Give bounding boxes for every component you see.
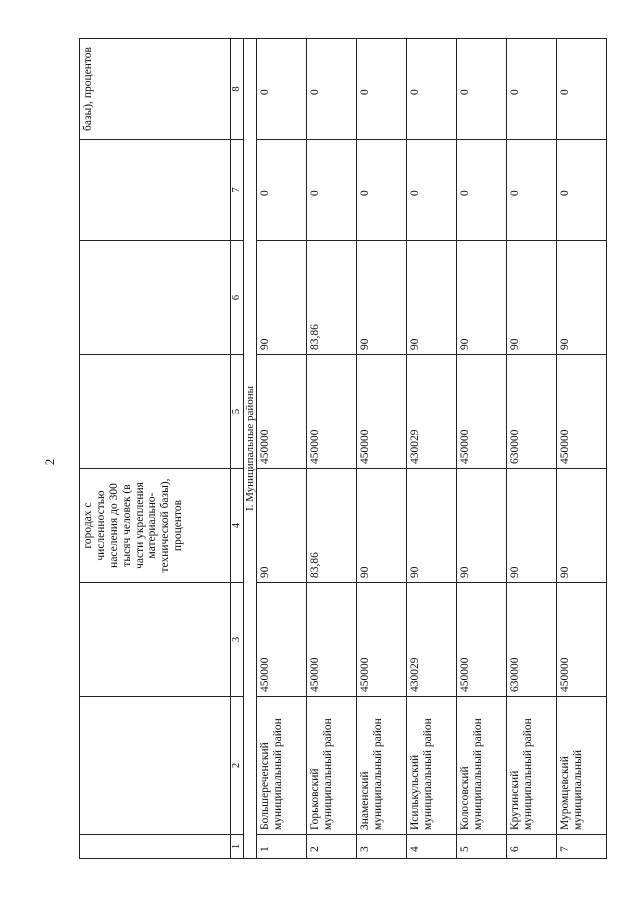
cell-col8: 0 — [557, 39, 607, 140]
cell-col7: 0 — [357, 140, 407, 241]
district-name: Знаменский муниципальный район — [357, 697, 407, 835]
header-text-col8: базы), процентов — [82, 47, 94, 131]
cell-col8: 0 — [457, 39, 507, 140]
column-number: 3 — [231, 583, 244, 697]
district-name: Муромцевский муниципальный — [557, 697, 607, 835]
cell-col4: 90 — [407, 469, 457, 583]
cell-col5: 430029 — [407, 355, 457, 469]
column-number-row — [231, 39, 244, 859]
header-text-col4: городах с численностью населения до 300 тысяч человек (в части укрепления материально-технической базы), процентов — [82, 478, 185, 573]
cell-col3: 450000 — [457, 583, 507, 697]
cell-col8: 0 — [307, 39, 357, 140]
cell-col4: 90 — [457, 469, 507, 583]
header-cell-5 — [80, 355, 231, 469]
cell-col3: 450000 — [357, 583, 407, 697]
table-row — [457, 39, 507, 859]
row-number: 5 — [457, 835, 507, 859]
table-row — [507, 39, 557, 859]
header-cell-3 — [80, 583, 231, 697]
header-row — [80, 39, 231, 859]
cell-col4: 83,86 — [307, 469, 357, 583]
header-cell-8 — [80, 39, 231, 140]
cell-col3: 630000 — [507, 583, 557, 697]
row-number: 1 — [257, 835, 307, 859]
cell-col6: 90 — [457, 241, 507, 355]
cell-col5: 630000 — [507, 355, 557, 469]
district-name: Горьковский муниципальный район — [307, 697, 357, 835]
cell-col8: 0 — [257, 39, 307, 140]
cell-col6: 83,86 — [307, 241, 357, 355]
cell-col4: 90 — [357, 469, 407, 583]
district-name: Исилькульский муниципальный район — [407, 697, 457, 835]
cell-col7: 0 — [557, 140, 607, 241]
cell-col4: 90 — [507, 469, 557, 583]
cell-col8: 0 — [407, 39, 457, 140]
column-number: 4 — [231, 469, 244, 583]
column-number: 1 — [231, 835, 244, 859]
cell-col6: 90 — [407, 241, 457, 355]
cell-col3: 430029 — [407, 583, 457, 697]
data-table — [79, 38, 607, 859]
row-number: 3 — [357, 835, 407, 859]
cell-col7: 0 — [257, 140, 307, 241]
cell-col4: 90 — [257, 469, 307, 583]
cell-col5: 450000 — [257, 355, 307, 469]
cell-col3: 450000 — [307, 583, 357, 697]
header-cell-6 — [80, 241, 231, 355]
cell-col3: 450000 — [257, 583, 307, 697]
table-row — [357, 39, 407, 859]
cell-col6: 90 — [257, 241, 307, 355]
cell-col5: 450000 — [557, 355, 607, 469]
cell-col5: 450000 — [357, 355, 407, 469]
cell-col6: 90 — [507, 241, 557, 355]
cell-col7: 0 — [507, 140, 557, 241]
cell-col8: 0 — [507, 39, 557, 140]
table-row — [557, 39, 607, 859]
cell-col7: 0 — [307, 140, 357, 241]
cell-col7: 0 — [407, 140, 457, 241]
header-cell-7 — [80, 140, 231, 241]
cell-col7: 0 — [457, 140, 507, 241]
cell-col5: 450000 — [457, 355, 507, 469]
district-name: Колосовский муниципальный район — [457, 697, 507, 835]
cell-col6: 90 — [357, 241, 407, 355]
section-row — [243, 39, 256, 859]
header-cell-2 — [80, 697, 231, 835]
cell-col6: 90 — [557, 241, 607, 355]
cell-col4: 90 — [557, 469, 607, 583]
row-number: 4 — [407, 835, 457, 859]
section-title: I. Муниципальные районы — [243, 39, 256, 859]
header-cell-1 — [80, 835, 231, 859]
row-number: 2 — [307, 835, 357, 859]
column-number: 8 — [231, 39, 244, 140]
column-number: 2 — [231, 697, 244, 835]
table-rotation-frame — [79, 39, 595, 859]
district-name: Большереченский муниципальный район — [257, 697, 307, 835]
table-row — [407, 39, 457, 859]
page-number: 2 — [42, 458, 57, 466]
table-row — [307, 39, 357, 859]
cell-col5: 450000 — [307, 355, 357, 469]
header-cell-4 — [80, 469, 231, 583]
district-name: Крутинский муниципальный район — [507, 697, 557, 835]
row-number: 7 — [557, 835, 607, 859]
column-number: 5 — [231, 355, 244, 469]
column-number: 6 — [231, 241, 244, 355]
column-number: 7 — [231, 140, 244, 241]
cell-col8: 0 — [357, 39, 407, 140]
cell-col3: 450000 — [557, 583, 607, 697]
table-row — [257, 39, 307, 859]
row-number: 6 — [507, 835, 557, 859]
